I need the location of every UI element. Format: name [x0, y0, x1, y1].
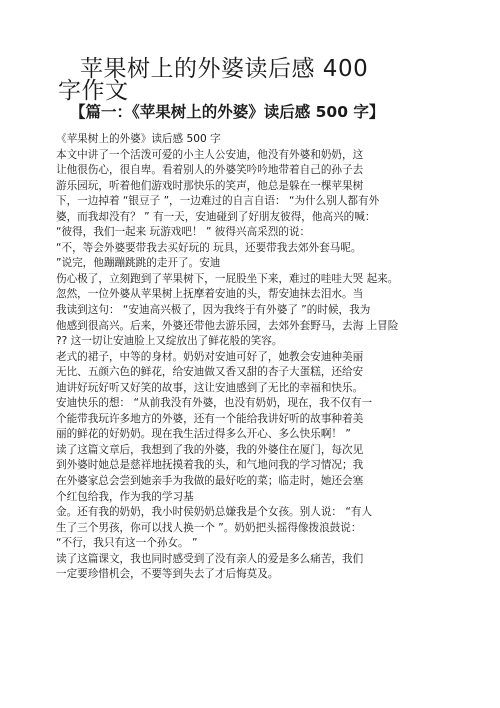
body-line: “不行，我只有这一个孙女。 ”	[56, 537, 198, 550]
body-line: 伤心极了，立刻跑到了苹果树下，一屁股坐下来，难过的哇哇大哭 起来。	[56, 272, 399, 285]
body-line: 《苹果树上的外婆》读后感 500 字	[56, 133, 221, 145]
section-heading: 【篇一：《苹果树上的外婆》读后感 500 字】	[70, 103, 385, 121]
body-line: 读了这篇文章后，我想到了我的外婆，我的外婆住在厦门，每次见	[56, 443, 364, 456]
body-line: 在外婆家总会尝到她亲手为我做的最好吃的菜；临走时，她还会塞	[56, 475, 364, 488]
body-line: ?? 这一切让安迪脸上又绽放出了鲜花般的笑容。	[56, 335, 283, 348]
body-line: “彼得，我们一起来 玩游戏吧！ ” 彼得兴高采烈的说：	[56, 226, 311, 239]
body-line: ”说完，他蹦蹦跳跳的走开了。安迪	[56, 257, 221, 270]
title-line-2: 字作文	[58, 78, 129, 104]
body-line: 婆，而我却没有？ ” 有一天，安迪碰到了好朋友彼得，他高兴的喊：	[56, 210, 376, 223]
body-line: 迪讲好玩好听又好笑的故事，这让安迪感到了无比的幸福和快乐。	[56, 381, 364, 394]
body-line: 到外婆时她总是慈祥地抚摸着我的头，和气地问我的学习情况；我	[56, 459, 364, 472]
body-line: 读了这篇课文，我也同时感受到了没有亲人的爱是多么痛苦，我们	[56, 552, 364, 565]
body-line: 下，一边掉着 “银豆子 ”，一边难过的自言自语： “为什么别人都有外	[56, 195, 380, 208]
body-line: 安迪快乐的想： “从前我没有外婆，也没有奶奶，现在，我不仅有一	[56, 397, 373, 410]
body-line: 他感到很高兴。后来，外婆还带他去游乐园，去郊外套野马，去海 上冒险	[56, 319, 399, 332]
document-title	[58, 58, 458, 103]
body-line: 本文中讲了一个活泼可爱的小主人公安迪，他没有外婆和奶奶，这	[56, 148, 364, 161]
body-line: 忽然，一位外婆从苹果树上抚摩着安迪的头，帮安迪抹去泪水。当	[56, 288, 364, 301]
body-line: 个能带我玩许多地方的外婆，还有一个能给我讲好听的故事种着美	[56, 412, 364, 425]
body-line: 个红包给我，作为我的学习基	[56, 490, 194, 503]
body-line: “不，等会外婆要带我去买好玩的 玩具，还要带我去郊外套马呢。	[56, 241, 362, 254]
body-line: 游乐园玩，听着他们游戏时那快乐的笑声，他总是躲在一棵苹果树	[56, 179, 364, 192]
body-line: 让他很伤心，很自卑。看着别人的外婆笑吟吟地带着自己的孙子去	[56, 164, 364, 177]
body-line: 老式的裙子，中等的身材。奶奶对安迪可好了，她教会安迪种美丽	[56, 350, 364, 363]
body-line: 无比、五颜六色的鲜花，给安迪做又香又甜的杏子大蛋糕，还给安	[56, 366, 364, 379]
body-line: 我读到这句： “安迪高兴极了，因为我终于有外婆了 ”的时候，我为	[56, 304, 371, 317]
body-line: 一定要珍惜机会，不要等到失去了才后悔莫及。	[56, 568, 279, 581]
body-text	[56, 132, 452, 583]
body-line: 丽的鲜花的好奶奶。现在我生活过得多么开心、多么快乐啊！ ”	[56, 428, 351, 441]
body-line: 生了三个男孩，你可以找人换一个 ”。奶奶把头摇得像拨浪鼓说：	[56, 521, 362, 534]
body-line: 金。还有我的奶奶，我小时侯奶奶总嫌我是个女孩。别人说： “有人	[56, 506, 373, 519]
title-line-1: 苹果树上的外婆读后感 400	[80, 56, 369, 82]
